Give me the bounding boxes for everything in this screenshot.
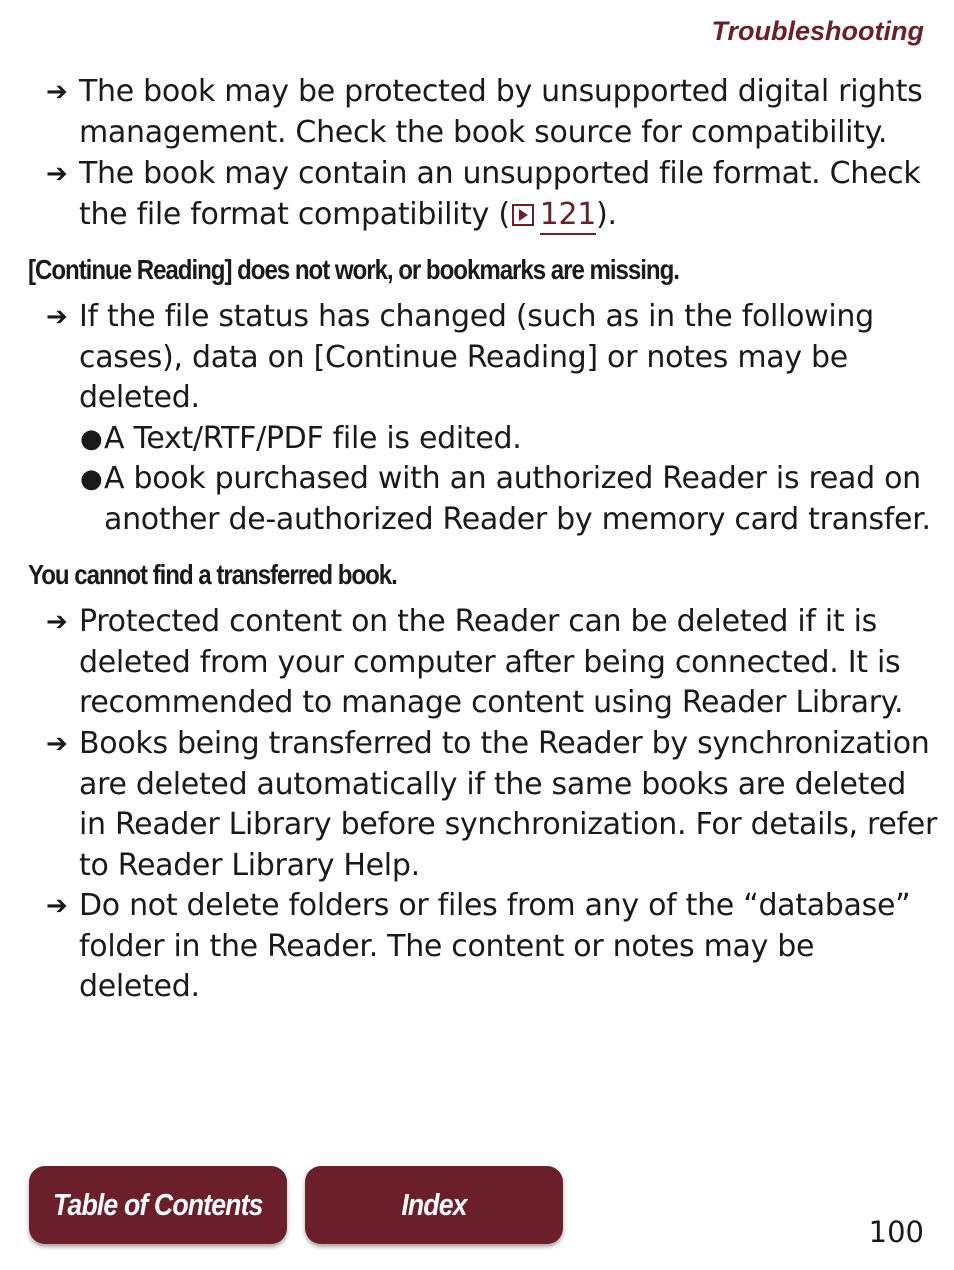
arrow-icon: ➔ <box>46 159 68 189</box>
item-text: Books being transferred to the Reader by synchronization are deleted automatically if the same books are deleted in Reader Library before synchronization. For details, refer to Reader Library Help. <box>79 726 937 883</box>
bullet-text: A Text/RTF/PDF file is edited. <box>104 421 522 456</box>
section-heading: [Continue Reading] does not work, or bookmarks are missing. <box>28 254 679 285</box>
item-text: The book may contain an unsupported file format. Check the file format compatibility ( <box>79 156 921 232</box>
index-button[interactable] <box>305 1166 563 1244</box>
item-text-end: ). <box>596 196 617 232</box>
list-item <box>46 602 939 724</box>
bullet-item <box>80 419 934 460</box>
bullet-text: A book purchased with an authorized Reader is read on another de-authorized Reader by memory card transfer. <box>104 461 931 537</box>
list-item <box>46 297 939 419</box>
section-heading: You cannot find a transferred book. <box>28 559 397 590</box>
list-item <box>46 886 939 1008</box>
arrow-icon: ➔ <box>46 77 68 107</box>
index-label: Index <box>401 1187 467 1222</box>
item-text: Do not delete folders or files from any of the “database” folder in the Reader. The content or notes may be deleted. <box>79 888 911 1004</box>
section-title: Troubleshooting <box>711 16 924 46</box>
page-reference-link[interactable]: 121 <box>540 197 596 235</box>
arrow-icon: ➔ <box>46 891 68 921</box>
table-of-contents-label: Table of Contents <box>53 1187 263 1222</box>
list-item <box>46 154 939 235</box>
arrow-icon: ➔ <box>46 729 68 759</box>
arrow-icon: ➔ <box>46 607 68 637</box>
arrow-icon: ➔ <box>46 302 68 332</box>
page-reference-icon <box>512 204 534 226</box>
item-text: The book may be protected by unsupported digital rights management. Check the book source for compatibility. <box>79 74 923 150</box>
list-item <box>46 724 939 886</box>
item-text: Protected content on the Reader can be deleted if it is deleted from your computer after being connected. It is recommended to manage content using Reader Library. <box>79 604 904 720</box>
bullet-icon: ● <box>80 424 103 454</box>
item-text: If the file status has changed (such as in the following cases), data on [Continue Reading] or notes may be deleted. <box>79 299 874 415</box>
bullet-item <box>80 459 934 540</box>
page-number: 100 <box>868 1215 924 1249</box>
list-item <box>46 72 939 153</box>
bullet-icon: ● <box>80 464 103 494</box>
table-of-contents-button[interactable] <box>29 1166 287 1244</box>
